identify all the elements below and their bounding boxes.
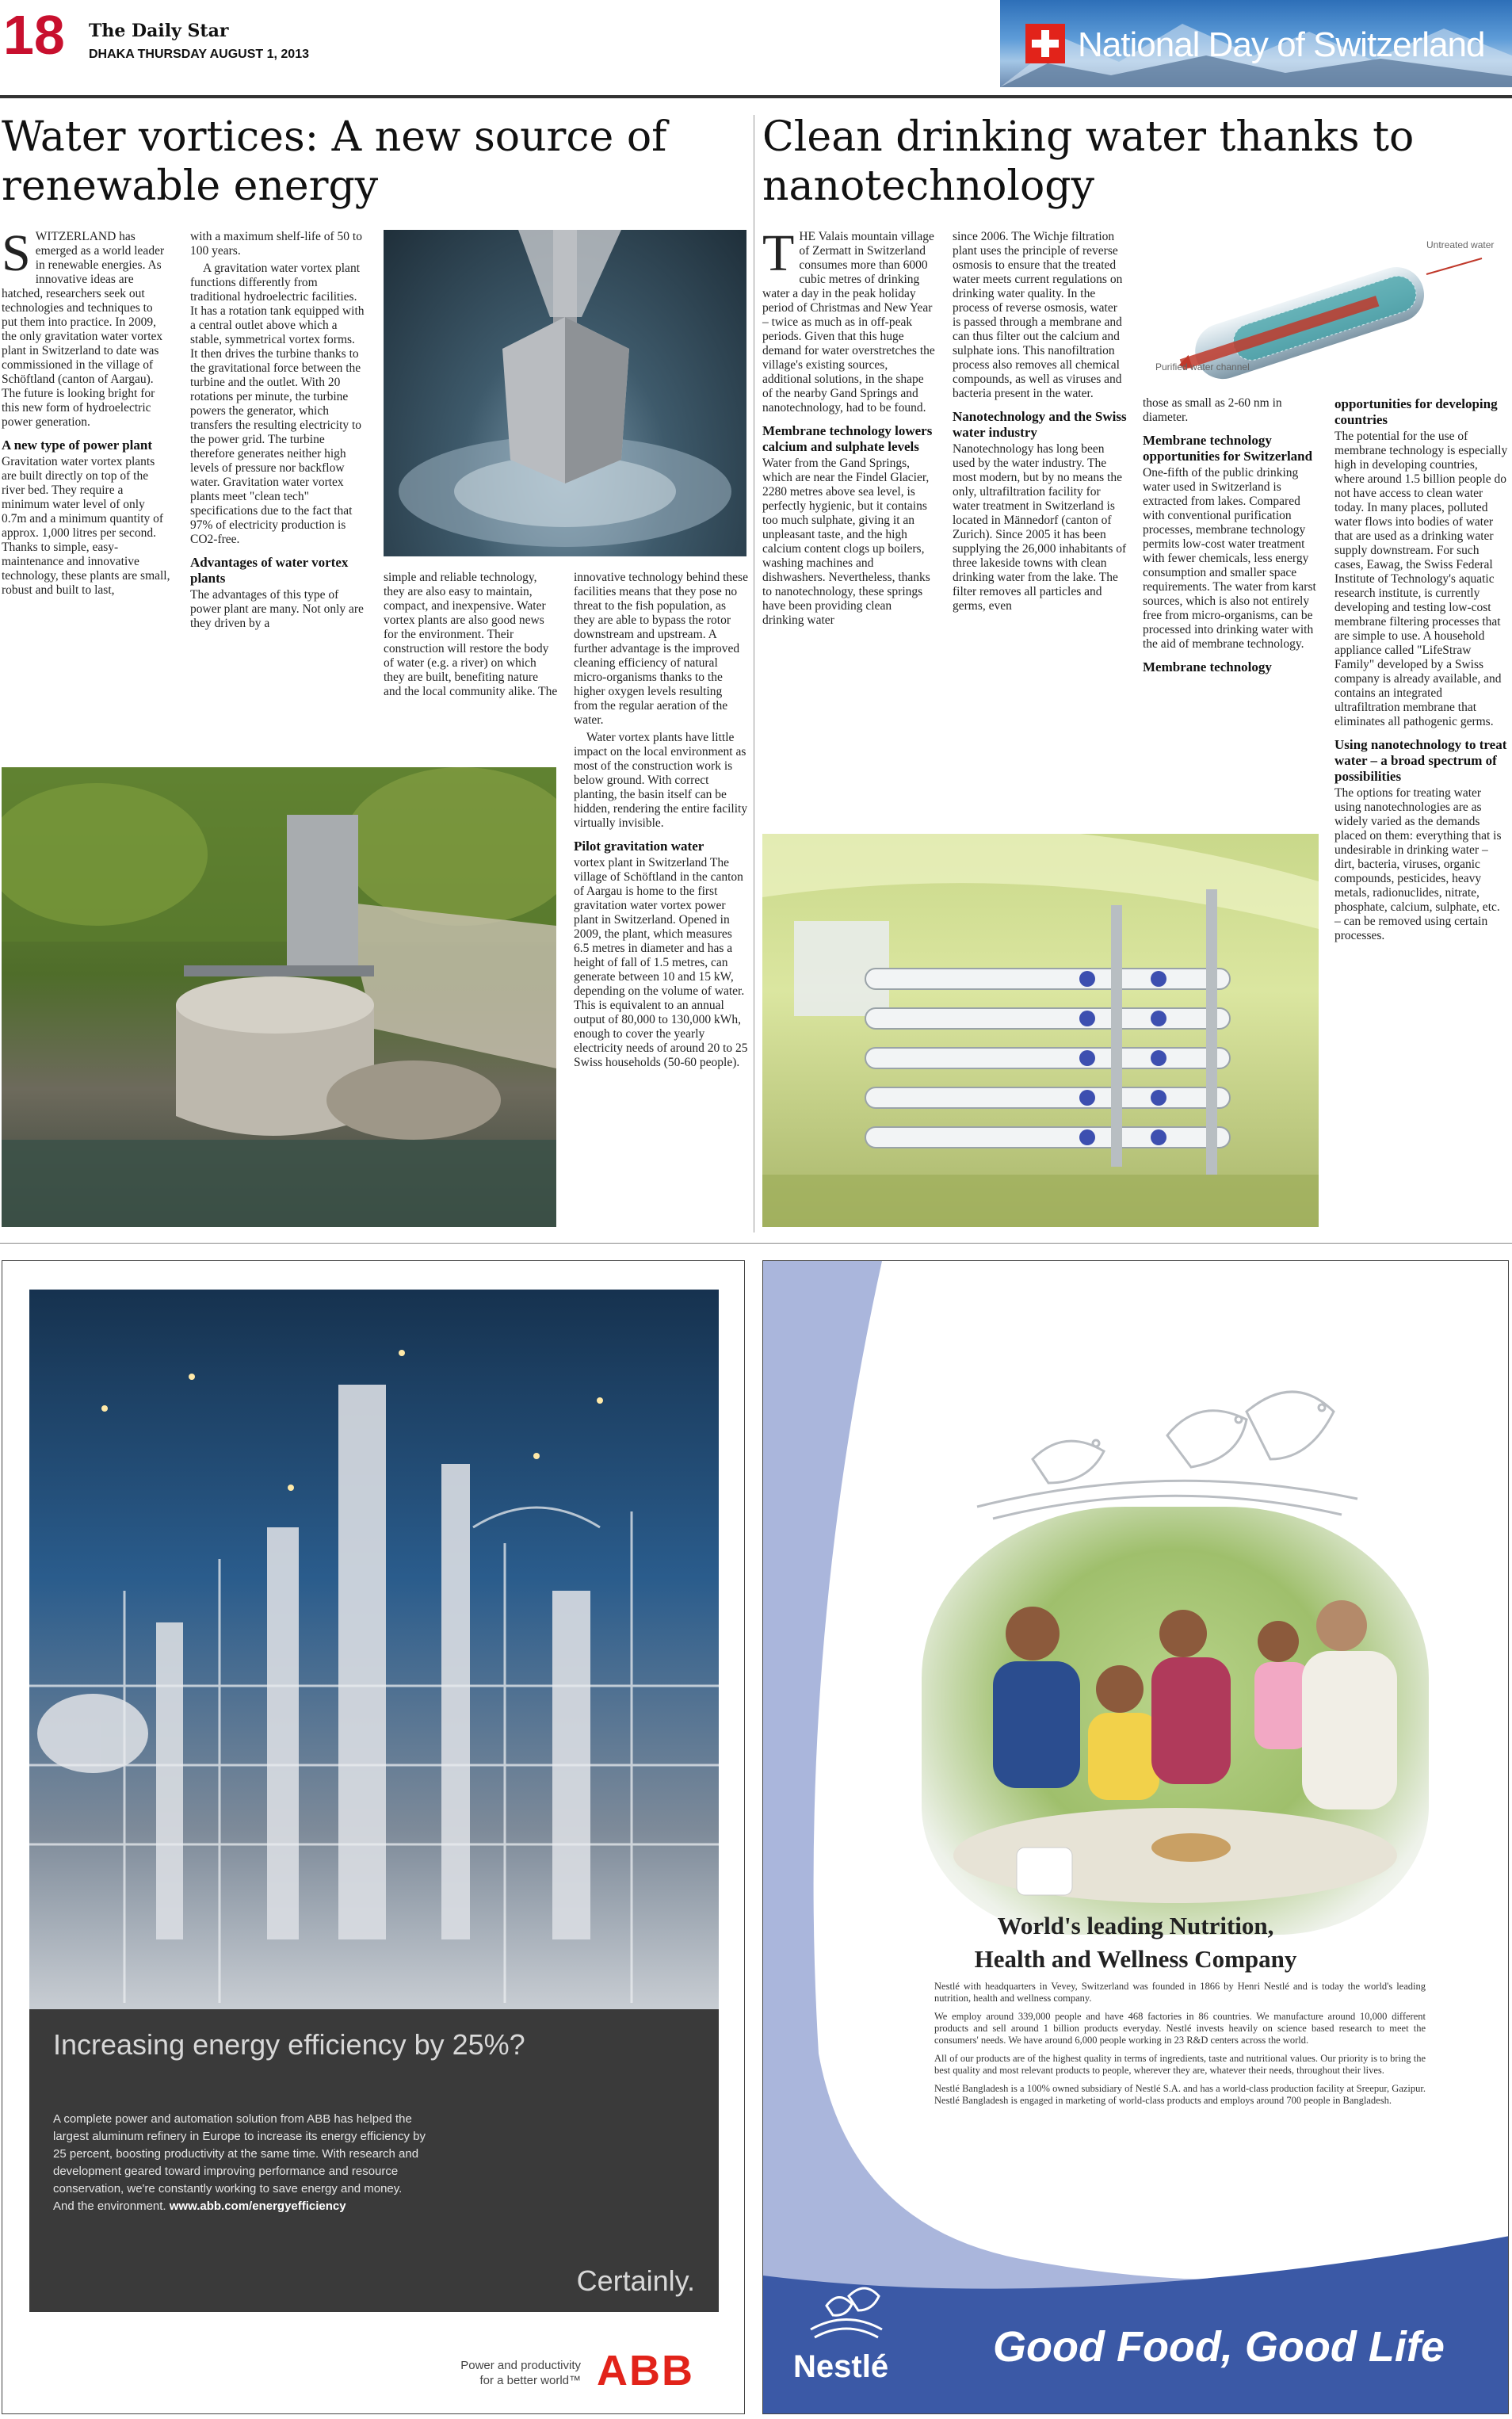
abb-logo: ABB	[597, 2347, 694, 2394]
article2-intro: HE Valais mountain village of Zermatt in Switzerland consumes more than 6000 cubic metres of drinking water a day in the peak holiday period of Christmas and New Year – twice as much as in off-peak periods. Given that this huge demand for water overstretches the village's existing sources, additional solutions, in the shape of the nearby Gand Springs and nanotechnology, had to be found.	[762, 230, 935, 415]
masthead-rule	[0, 95, 1512, 98]
nest-birds-illustration	[961, 1364, 1373, 1531]
refinery-photo	[29, 1290, 719, 2009]
abb-body	[53, 2111, 426, 2215]
article2-dropcap: T	[762, 224, 795, 282]
article2-para-5: those as small as 2-60 nm in diameter.	[1143, 396, 1282, 424]
article1-para-3: with a maximum shelf-life of 50 to 100 years.	[190, 230, 362, 258]
article1-dropcap: S	[2, 224, 31, 282]
untreated-water-label: Untreated water	[1426, 239, 1495, 250]
abb-answer: Certainly.	[576, 2264, 695, 2297]
article1-intro: WITZERLAND has emerged as a world leader in renewable energies. As innovative ideas are hatched, researchers seek out technologies and techniques to put them into practice. In 2009, the only gravitation water vortex plant in Switzerland to date was commissioned in the village of Schöftland (canton of Aargau). The future is looking bright for this new form of hydroelectric power generation.	[2, 230, 165, 429]
nestle-advertisement	[762, 1260, 1509, 2414]
nestle-para-3: All of our products are of the highest quality in terms of ingredients, taste and nutritional values. Our priority is to bring the best quality and most relevant products to people, wherever they are, whatever their needs, throughout their lives.	[934, 2053, 1426, 2076]
abb-text-panel	[29, 2009, 719, 2312]
article1-para-9: vortex plant in Switzerland The village of Schöftland in the canton of Aargau is home to the first gravitation water vortex power plant in Switzerland. Opened in 2009, the plant, which measures 6.5 metres in diameter and has a height of fall of 1.5 metres, can generate between 10 and 15 kW, depending on the volume of water. This is equivalent to an annual output of 80,000 to 130,000 kWh, enough to cover the yearly electricity needs of around 20 to 25 Swiss households (50-60 people).	[574, 856, 748, 1069]
article1-column-3	[384, 571, 558, 702]
abb-headline: Increasing energy efficiency by 25%?	[53, 2028, 525, 2061]
abb-tagline-line-2: for a better world™	[479, 2374, 581, 2387]
article1-column-2	[190, 230, 365, 634]
article2-column-2	[953, 230, 1127, 617]
article1-subhead-1: A new type of power plant	[2, 438, 152, 453]
abb-body-text: A complete power and automation solution from ABB has helped the largest aluminum refinery in Europe to increase its energy efficiency by 25 percent, boosting productivity at the same time. With research and development geared toward improving performance and resource conservation, we're constantly working to save energy and money. And the environment.	[53, 2112, 426, 2213]
masthead	[0, 0, 1512, 95]
abb-advertisement	[2, 1260, 745, 2414]
nestle-headline-line-2: Health and Wellness Company	[974, 1945, 1297, 1973]
nestle-para-1: Nestlé with headquarters in Vevey, Switzerland was founded in 1866 by Henri Nestlé and is today the world's leading nutrition, health and wellness company.	[934, 1981, 1426, 2004]
article2-para-3: since 2006. The Wichje filtration plant uses the principle of reverse osmosis to ensure that the treated water meets current regulations on drinking water quality. In the process of reverse osmosis, water is passed through a membrane and can thus filter out the calcium and sulphate ions. This nanofiltration process also removes all chemical compounds, as well as viruses and bacteria present in the water.	[953, 230, 1123, 400]
article2-para-8: The options for treating water using nanotechnologies are as widely varied as the demands placed on them: everything that is undesirable in drinking water – dirt, bacteria, viruses, organic compounds, pesticides, heavy metals, radionuclides, nitrate, phosphate, calcium, sulphate, etc. – can be removed using certain processes.	[1334, 786, 1502, 942]
article1-para-4: A gravitation water vortex plant functions differently from traditional hydroelectric facilities. It has a rotation tank equipped with a central outlet above which a stable, symmetrical vortex forms. It then drives the turbine thanks to the gravitational force between the turbine and the outlet. With 20 rotations per minute, the turbine powers the generator, which transfers the resulting electricity to the power grid. The turbine therefore generates neither high levels of pressure nor backflow water. Gravitation water vortex plants meet "clean tech" specifications due to the fact that 97% of electricity production is CO2-free.	[190, 262, 365, 546]
nestle-body	[934, 1981, 1426, 2113]
article1-column-1	[2, 224, 171, 601]
nestle-headline-line-1: World's leading Nutrition,	[997, 1912, 1274, 1939]
vortex-turbine-photo	[384, 230, 746, 556]
article1-headline: Water vortices: A new source of renewable energy	[2, 113, 667, 210]
article1-para-5: The advantages of this type of power plant are many. Not only are they driven by a	[190, 588, 364, 630]
article2-subhead-2: Nanotechnology and the Swiss water industry	[953, 409, 1127, 440]
banner-title: National Day of Switzerland	[1078, 25, 1485, 64]
article2-headline: Clean drinking water thanks to nanotechnology	[762, 113, 1415, 210]
nestle-logo-block	[787, 2266, 906, 2401]
article1-para-8: Water vortex plants have little impact on the local environment as most of the construction work is below ground. With correct planting, the basin itself can be hidden, rendering the entire facility virtually invisible.	[574, 731, 748, 830]
article2-subhead-6: Using nanotechnology to treat water – a broad spectrum of possibilities	[1334, 737, 1507, 784]
dateline: DHAKA THURSDAY AUGUST 1, 2013	[89, 48, 309, 61]
abb-url-link[interactable]: www.abb.com/energyefficiency	[169, 2199, 346, 2213]
nestle-slogan: Good Food, Good Life	[993, 2323, 1445, 2371]
national-day-banner	[1000, 0, 1512, 87]
article2-column-4	[1334, 396, 1509, 946]
article2-para-4: Nanotechnology has long been used by the water industry. The most modern, but by no means the only, ultrafiltration facility for water treatment in Switzerland is located in Männedorf (canton of Zurich). Since 2005 it has been supplying the 26,000 inhabitants of three lakeside towns with clean drinking water from the lake. The filter removes all particles and germs, even	[953, 442, 1127, 613]
purified-water-label: Purified water channel	[1155, 361, 1250, 373]
nestle-logo: Nestlé	[793, 2349, 889, 2384]
page-number: 18	[3, 4, 65, 66]
nestle-nest-icon	[803, 2266, 890, 2345]
article2-column-1	[762, 224, 935, 631]
abb-tagline-line-1: Power and productivity	[460, 2359, 581, 2372]
article1-para-7: innovative technology behind these facilities means that they pose no threat to the fish population, as they are able to bypass the rotor downstream and upstream. A further advantage is the improved cleaning efficiency of natural micro-organisms thanks to the higher oxygen levels resulting from the regular aeration of the water.	[574, 571, 748, 727]
article1-subhead-3: Pilot gravitation water	[574, 839, 704, 854]
article2-subhead-3: Membrane technology opportunities for Switzerland	[1143, 433, 1313, 464]
article2-para-7: The potential for the use of membrane technology is especially high in developing countries, where around 1.5 billion people do not have access to clean water today. In many places, polluted water flows into bodies of water that are used as a drinking water supply downstream. For such cases, Eawag, the Swiss Federal Institute of Technology's aquatic research institute, is currently developing and testing low-cost membrane filtering processes that are simple to use. A household appliance called "LifeStraw Family" developed by a Swiss company is already available, and contains an integrated ultrafiltration membrane that eliminates all pathogenic germs.	[1334, 430, 1508, 728]
article2-subhead-5: opportunities for developing countries	[1334, 396, 1498, 427]
article2-para-6: One-fifth of the public drinking water used in Switzerland is extracted from lakes. Compared with conventional purification processes, membrane technology permits low-cost water treatment with fewer chemicals, less energy consumption and smaller space requirements. The water from karst sources, which is also not entirely free from micro-organisms, can be processed into drinking water with the aid of membrane technology.	[1143, 466, 1316, 651]
article1-column-4	[574, 571, 748, 1073]
swiss-flag-icon	[1025, 24, 1065, 63]
power-plant-photo	[2, 767, 556, 1227]
paper-name: The Daily Star	[89, 21, 229, 41]
article2-column-3	[1143, 396, 1319, 677]
family-picnic-photo	[922, 1507, 1429, 1935]
filtration-plant-photo	[762, 834, 1319, 1227]
nestle-para-2: We employ around 339,000 people and have 468 factories in 86 countries. We manufacture around 10,000 different products and sell around 1 billion products everyday. Nestlé invests heavily on science based research to meet the consumers' needs. We have around 6,000 people working in 23 R&D centers across the world.	[934, 2011, 1426, 2046]
article1-subhead-2: Advantages of water vortex plants	[190, 555, 349, 586]
lower-section-rule	[0, 1243, 1512, 1244]
membrane-diagram	[1141, 227, 1509, 385]
abb-tagline	[446, 2358, 581, 2388]
article2-subhead-1: Membrane technology lowers calcium and sulphate levels	[762, 423, 933, 454]
article1-para-6: simple and reliable technology, they are also easy to maintain, compact, and inexpensive. Water vortex plants are also good news for the environment. Their construction will restore the body of water (e.g. a river) on which they are built, benefiting nature and the local community alike. The	[384, 571, 558, 698]
article2-subhead-4: Membrane technology	[1143, 659, 1272, 674]
article1-para-2: Gravitation water vortex plants are built directly on top of the river bed. They require a minimum water level of only 0.7m and a minimum quantity of approx. 1,000 litres per second. Thanks to simple, easy-maintenance and innovative technology, these plants are small, robust and built to last,	[2, 455, 170, 597]
nestle-para-4: Nestlé Bangladesh is a 100% owned subsidiary of Nestlé S.A. and has a world-class production facility at Sreepur, Gazipur. Nestlé Bangladesh is engaged in marketing of world-class products and employs around 700 people in Bangladesh.	[934, 2083, 1426, 2106]
nestle-headline	[898, 1909, 1373, 1976]
article2-para-2: Water from the Gand Springs, which are near the Findel Glacier, 2280 metres above sea level, is perfectly hygienic, but it contains too much sulphate, giving it an unpleasant taste, and the high calcium content clogs up boilers, washing machines and dishwashers. Nevertheless, thanks to nanotechnology, these springs have been providing clean drinking water	[762, 457, 930, 627]
